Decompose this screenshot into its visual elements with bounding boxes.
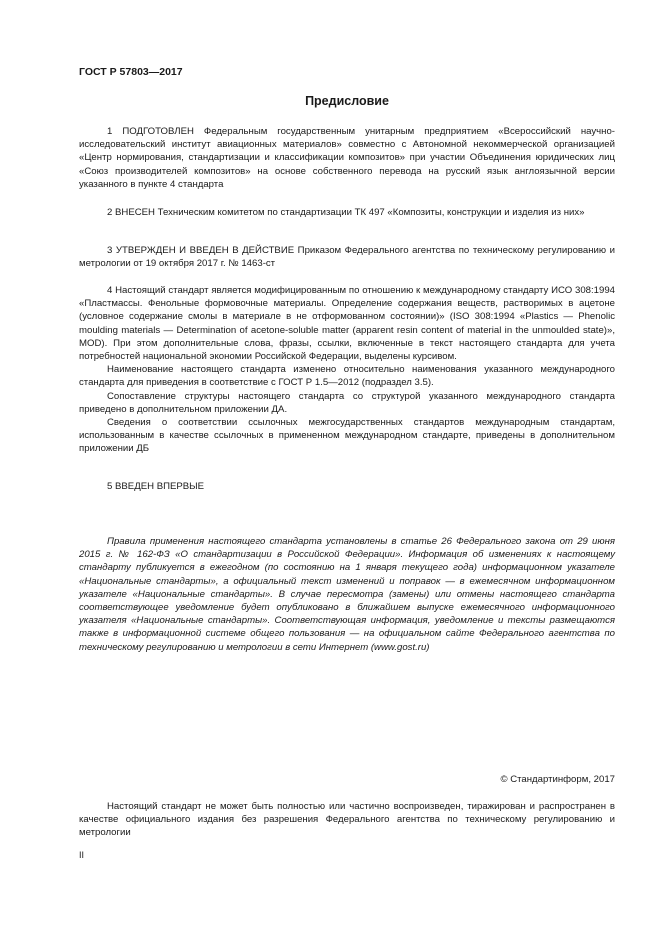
application-rules-note: Правила применения настоящего стандарта установлены в статье 26 Федерального закона от 29 июня 2015 г. № 162-ФЗ «О стандартизации в Российской Федерации». Информация об изменениях к настоящему стандарту публикуется в ежегодном (по состоянию на 1 января текущего года) информационном указателе «Национальные стандарты», а официальный текст изменений и поправок — в ежемесячном информационном указателе «Национальные стандарты». В случае пересмотра (замены) или отмены настоящего стандарта соответствующее уведомление будет опубликовано в ближайшем выпуске ежемесячного информационного указателя «Национальные стандарты». Соответствующая информация, уведомление и тексты размещаются также в информационной системе общего пользования — на официальном сайте Федерального агентства по техническому регулированию и метрологии в сети Интернет (www.gost.ru) (79, 536, 615, 653)
section-5 (79, 480, 615, 493)
section-5-text: 5 ВВЕДЕН ВПЕРВЫЕ (107, 481, 205, 492)
section-1-text: 1 ПОДГОТОВЛЕН Федеральным государственным унитарным предприятием «Всероссийский научно-исследовательский институт авиационных материалов» совместно с Автономной некоммерческой организацией «Центр нормирования, стандартизации и классификации композитов» при участии Объединения юридических лиц «Союз производителей композитов» на основе собственного перевода на русский язык англоязычной версии указанного в пункте 4 стандарта (79, 126, 615, 190)
section-2-text: 2 ВНЕСЕН Техническим комитетом по стандартизации ТК 497 «Композиты, конструкции и изделия из них» (107, 207, 585, 218)
section-4-paragraph-1: 4 Настоящий стандарт является модифицированным по отношению к международному стандарту ИСО 308:1994 «Пластмассы. Фенольные формовочные материалы. Определение содержания веществ, растворимых в ацетоне (условное содержание смолы в материале в не отформованном состоянии)» (ISO 308:1994 «Plastics — Phenolic moulding materials — Determination of acetone-soluble matter (apparent resin content of material in the unmoulded state)», MOD). При этом дополнительные слова, фразы, ссылки, включенные в текст настоящего стандарта для учета потребностей национальной экономии Российской Федерации, выделены курсивом. (79, 285, 615, 363)
section-4-paragraph-4: Сведения о соответствии ссылочных межгосударственных стандартов международным стандартам, использованным в качестве ссылочных в примененном международном стандарте, приведены в дополнительном приложении ДБ (79, 417, 615, 455)
standard-code-header: ГОСТ Р 57803—2017 (79, 66, 183, 78)
section-2 (79, 206, 615, 219)
section-4 (79, 284, 615, 456)
page-number: II (79, 850, 85, 860)
section-3-text: 3 УТВЕРЖДЕН И ВВЕДЕН В ДЕЙСТВИЕ Приказом Федерального агентства по техническому регулированию и метрологии от 19 октября 2017 г. № 1463-ст (79, 245, 615, 270)
section-3 (79, 244, 615, 270)
section-4-paragraph-2: Наименование настоящего стандарта изменено относительно наименования указанного международного стандарта для приведения в соответствие с ГОСТ Р 1.5—2012 (подраздел 3.5). (79, 364, 615, 389)
reproduction-notice: Настоящий стандарт не может быть полностью или частично воспроизведен, тиражирован и распространен в качестве официального издания без разрешения Федерального агентства по техническому регулированию и метрологии (79, 801, 615, 839)
page-title: Предисловие (305, 94, 389, 108)
copyright: © Стандартинформ, 2017 (500, 774, 615, 785)
section-4-paragraph-3: Сопоставление структуры настоящего стандарта со структурой указанного международного стандарта приведено в дополнительном приложении ДА. (79, 390, 615, 415)
section-1 (79, 125, 615, 191)
